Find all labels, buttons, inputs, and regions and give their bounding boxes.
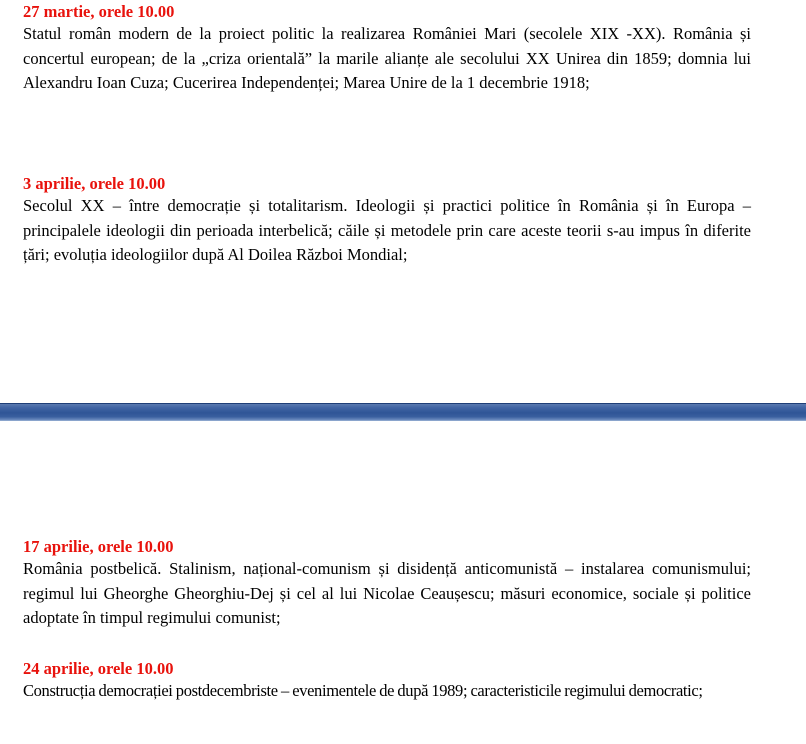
session-date-heading: 17 aprilie, orele 10.00 — [23, 537, 174, 556]
session-description: Construcția democrației postdecembriste – evenimentele de după 1989; caracteristicile regimului democratic; — [23, 681, 703, 700]
session-block — [23, 0, 751, 96]
session-block — [23, 535, 751, 631]
session-date-heading: 3 aprilie, orele 10.00 — [23, 174, 166, 193]
session-block — [23, 657, 751, 704]
page-separator — [0, 403, 806, 421]
session-block — [23, 172, 751, 268]
session-date-heading: 24 aprilie, orele 10.00 — [23, 659, 174, 678]
session-description: Secolul XX – între democrație și totalitarism. Ideologii și practici politice în România și în Europa – principalele ideologii din perioada interbelică; căile și metodele prin care aceste teorii s-au impus în diferite țări; evoluția ideologiilor după Al Doilea Război Mondial; — [23, 196, 751, 265]
session-description: România postbelică. Stalinism, național-comunism și disidență anticomunistă – instalarea comunismului; regimul lui Gheorghe Gheorghiu-Dej și cel al lui Nicolae Ceaușescu; măsuri economice, sociale și politice adoptate în timpul regimului comunist; — [23, 559, 751, 628]
session-description: Statul român modern de la proiect politic la realizarea României Mari (secolele XIX -XX). România și concertul european; de la „criza orientală” la marile alianțe ale secolului XX Unirea din 1859; domnia lui Alexandru Ioan Cuza; Cucerirea Independenței; Marea Unire de la 1 decembrie 1918; — [23, 24, 751, 93]
session-date-heading: 27 martie, orele 10.00 — [23, 2, 175, 21]
